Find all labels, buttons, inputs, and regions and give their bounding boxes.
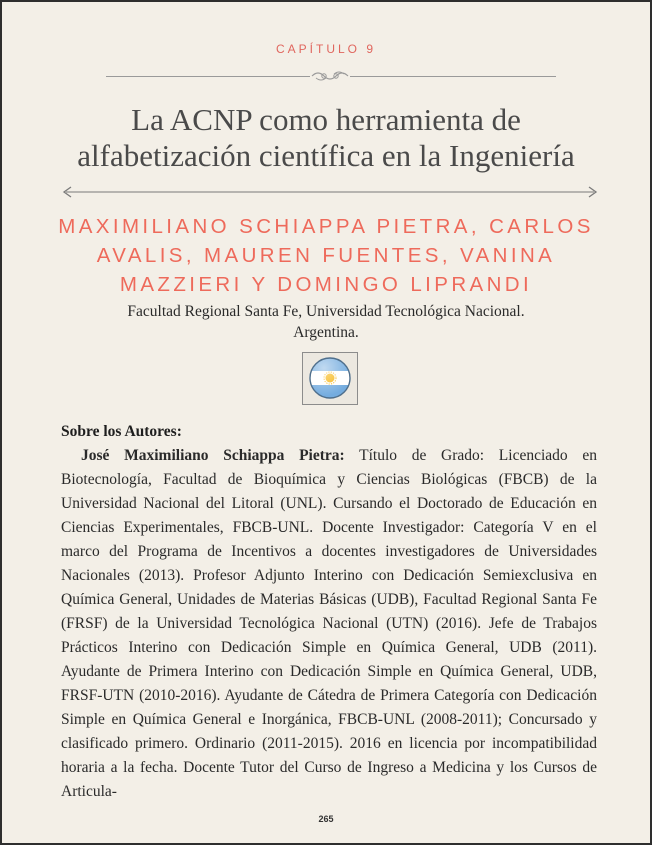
affiliation-line-2: Argentina.: [293, 324, 359, 341]
argentina-flag-icon: [308, 356, 352, 400]
flag-frame: [302, 352, 358, 405]
author-list: MAXIMILIANO SCHIAPPA PIETRA, CARLOS AVALIS, MAUREN FUENTES, VANINA MAZZIERI Y DOMINGO LIPRANDI: [58, 215, 594, 296]
bio-author-name: José Maximiliano Schiappa Pietra:: [81, 447, 345, 464]
ornament-line-right: [350, 76, 556, 77]
chapter-label: CAPÍTULO 9: [275, 42, 377, 56]
affiliation-line-1: Facultad Regional Santa Fe, Universidad Tecnológica Nacional.: [127, 303, 525, 320]
chapter-title: La ACNP como herramienta de alfabetización científica en la Ingeniería: [77, 102, 575, 173]
affiliation: [42, 301, 610, 343]
section-heading: Sobre los Autores:: [61, 423, 182, 440]
flourish-ornament-icon: [310, 68, 350, 84]
page-number: 265: [318, 814, 334, 824]
ornament-line-left: [106, 76, 310, 77]
bio-text: Título de Grado: Licenciado en Biotecnología, Facultad de Bioquímica y Ciencias Biológicas (FBCB) de la Universidad Nacional del Litoral (UNL). Cursando el Doctorado de Educación en Ciencias Experimentales, FBCB-UNL. Docente Investigador: Categoría V en el marco del Programa de Incentivos a docentes investigadores de Universidades Nacionales (2013). Profesor Adjunto Interino con Dedicación Semiexclusiva en Química General, Unidades de Materias Básicas (UDB), Facultad Regional Santa Fe (FRSF) de la Universidad Tecnológica Nacional (UTN) (2016). Jefe de Trabajos Prácticos Interino con Dedicación Simple en Química General, UDB (2011). Ayudante de Primera Interino con Dedicación Simple en Química General, UDB, FRSF-UTN (2010-2016). Ayudante de Cátedra de Primera Categoría con Dedicación Simple en Química General e Inorgánica, FBCB-UNL (2008-2011); Concursado y clasificado primero. Ordinario (2011-2015). 2016 en licencia por incompatibilidad horaria a la fecha. Docente Tutor del Curso de Ingreso a Medicina y los Cursos de Articula-: [61, 447, 597, 800]
author-bio-paragraph: [61, 444, 597, 804]
double-arrow-divider-icon: [62, 186, 598, 198]
